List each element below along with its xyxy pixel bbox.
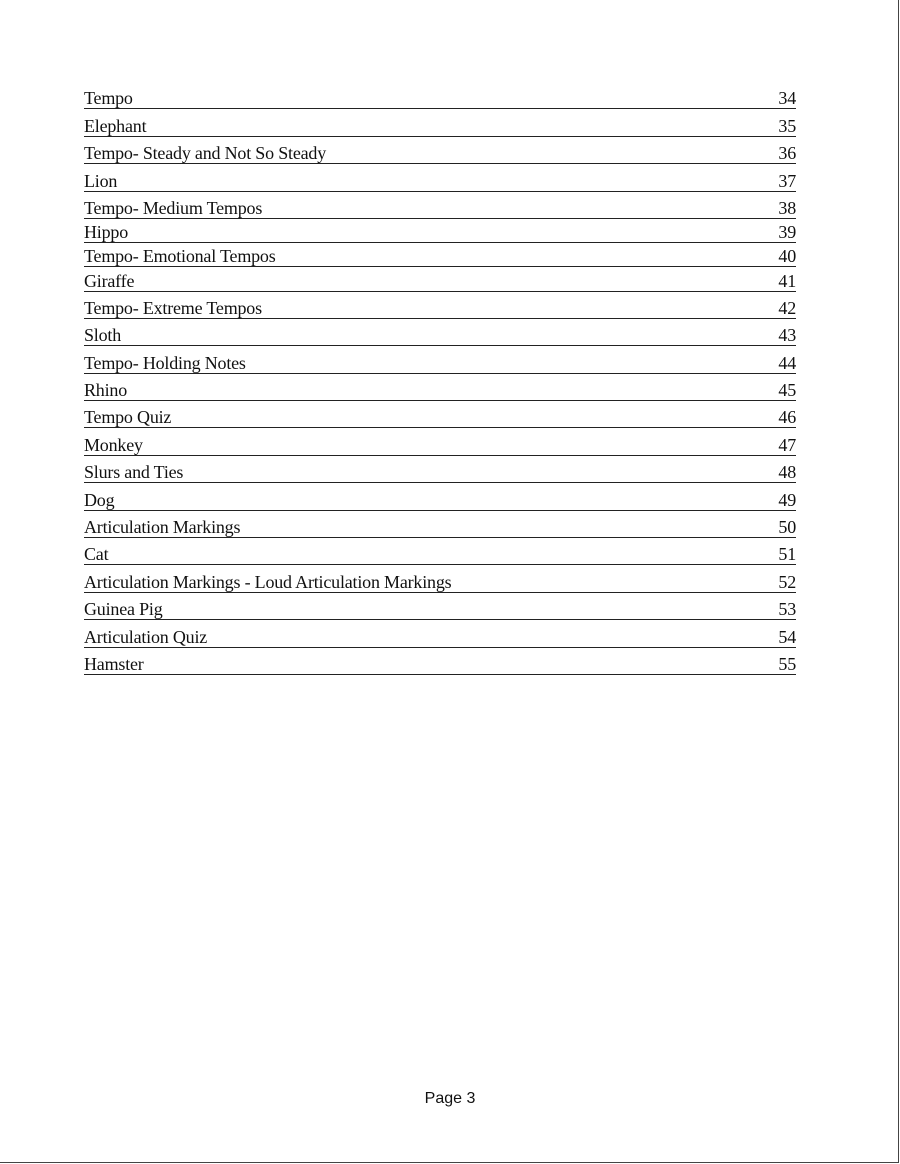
toc-entry[interactable] [84, 82, 796, 109]
toc-entry-title: Articulation Markings - Loud Articulation Markings [84, 571, 452, 592]
toc-entry-page-number: 39 [778, 222, 796, 243]
toc-entry-page-number: 35 [778, 115, 796, 136]
toc-entry[interactable] [84, 648, 796, 675]
toc-entry[interactable] [84, 483, 796, 510]
toc-entry-page-number: 48 [778, 462, 796, 483]
toc-entry-title: Lion [84, 170, 118, 191]
toc-entry-title: Tempo- Emotional Tempos [84, 246, 276, 267]
toc-entry-page-number: 52 [778, 571, 796, 592]
toc-entry-title: Rhino [84, 380, 128, 401]
toc-entry-page-number: 38 [778, 197, 796, 218]
toc-entry[interactable] [84, 456, 796, 483]
toc-entry[interactable] [84, 319, 796, 346]
toc-entry-title: Guinea Pig [84, 599, 163, 620]
toc-entry-title: Slurs and Ties [84, 462, 184, 483]
toc-entry-page-number: 55 [778, 653, 796, 674]
toc-entry-title: Hamster [84, 653, 144, 674]
toc-entry-page-number: 42 [778, 297, 796, 318]
toc-entry[interactable] [84, 192, 796, 219]
toc-entry-title: Elephant [84, 115, 147, 136]
toc-entry-title: Dog [84, 489, 115, 510]
toc-entry-title: Articulation Markings [84, 517, 241, 538]
toc-entry-page-number: 43 [778, 325, 796, 346]
toc-entry-title: Hippo [84, 222, 129, 243]
table-of-contents [84, 82, 796, 675]
toc-entry[interactable] [84, 428, 796, 455]
toc-entry-page-number: 49 [778, 489, 796, 510]
toc-entry[interactable] [84, 511, 796, 538]
toc-entry-title: Cat [84, 544, 109, 565]
toc-entry-page-number: 37 [778, 170, 796, 191]
toc-entry[interactable] [84, 346, 796, 373]
toc-entry-page-number: 44 [778, 352, 796, 373]
toc-entry[interactable] [84, 164, 796, 191]
toc-entry-page-number: 54 [778, 626, 796, 647]
toc-entry-page-number: 41 [778, 270, 796, 291]
toc-entry[interactable] [84, 593, 796, 620]
toc-entry-title: Giraffe [84, 270, 135, 291]
toc-entry[interactable] [84, 109, 796, 136]
toc-entry-title: Monkey [84, 434, 143, 455]
toc-entry[interactable] [84, 374, 796, 401]
toc-entry-title: Tempo- Medium Tempos [84, 197, 263, 218]
toc-entry-page-number: 53 [778, 599, 796, 620]
toc-entry[interactable] [84, 401, 796, 428]
toc-entry-title: Tempo- Holding Notes [84, 352, 246, 373]
toc-entry-page-number: 40 [778, 246, 796, 267]
toc-entry[interactable] [84, 538, 796, 565]
toc-entry[interactable] [84, 137, 796, 164]
toc-entry[interactable] [84, 620, 796, 647]
toc-entry[interactable] [84, 267, 796, 291]
toc-entry-page-number: 45 [778, 380, 796, 401]
toc-entry-page-number: 34 [778, 88, 796, 109]
toc-entry-title: Sloth [84, 325, 122, 346]
toc-entry-page-number: 51 [778, 544, 796, 565]
page-number-footer: Page 3 [424, 1090, 476, 1107]
toc-entry-page-number: 36 [778, 143, 796, 164]
toc-entry-title: Tempo Quiz [84, 407, 172, 428]
toc-entry-title: Tempo- Extreme Tempos [84, 297, 262, 318]
toc-entry[interactable] [84, 219, 796, 243]
toc-entry[interactable] [84, 292, 796, 319]
toc-entry-title: Tempo- Steady and Not So Steady [84, 143, 327, 164]
toc-entry[interactable] [84, 243, 796, 267]
toc-entry[interactable] [84, 565, 796, 592]
toc-entry-page-number: 47 [778, 434, 796, 455]
toc-entry-title: Articulation Quiz [84, 626, 208, 647]
toc-entry-title: Tempo [84, 88, 133, 109]
toc-entry-page-number: 50 [778, 517, 796, 538]
toc-entry-page-number: 46 [778, 407, 796, 428]
